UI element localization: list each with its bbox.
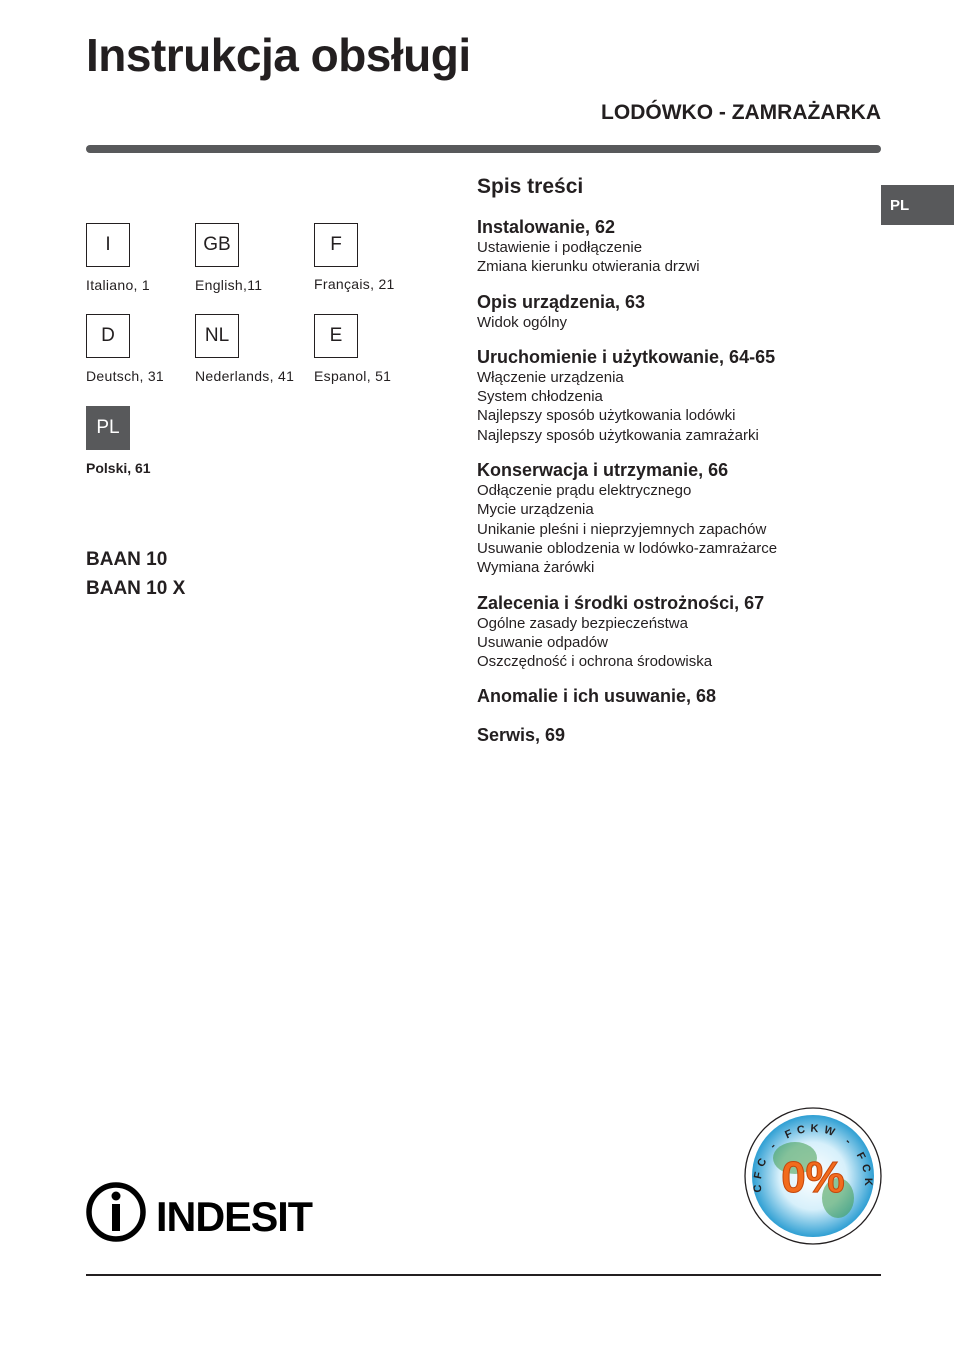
toc-item[interactable]: Usuwanie odpadów — [477, 633, 608, 651]
toc-item[interactable]: Oszczędność i ochrona środowiska — [477, 653, 713, 671]
lang-label-espanol[interactable]: Espanol, 51 — [314, 368, 392, 384]
lang-label-polski[interactable]: Polski, 61 — [86, 460, 151, 476]
badge-percent: 0% — [781, 1153, 845, 1202]
toc-section — [477, 685, 877, 707]
svg-text:INDESIT: INDESIT — [156, 1193, 314, 1240]
toc-item[interactable]: Ogólne zasady bezpieczeństwa — [477, 614, 688, 632]
lang-label-italiano[interactable]: Italiano, 1 — [86, 277, 151, 293]
document-title: Instrukcja obsługi — [86, 29, 471, 81]
toc-item[interactable]: Najlepszy sposób użytkowania lodówki — [477, 407, 736, 425]
lang-box-pl-active[interactable]: PL — [86, 406, 130, 450]
document-subtitle: LODÓWKO - ZAMRAŻARKA — [601, 101, 881, 124]
toc-item[interactable]: Najlepszy sposób użytkowania zamrażarki — [477, 426, 759, 444]
footer-divider — [86, 1274, 881, 1276]
lang-box-i[interactable]: I — [86, 223, 130, 267]
toc-item[interactable]: Włączenie urządzenia — [477, 368, 624, 386]
badge-ring-text: CFC - FCKW - FCK — [751, 1122, 875, 1193]
toc-item[interactable]: Widok ogólny — [477, 313, 568, 331]
lang-label-deutsch[interactable]: Deutsch, 31 — [86, 368, 165, 384]
indesit-logo — [86, 1180, 316, 1244]
header-divider — [86, 145, 881, 153]
toc-item[interactable]: Usuwanie oblodzenia w lodówko-zamrażarce — [477, 539, 778, 557]
toc-item[interactable]: System chłodzenia — [477, 388, 603, 406]
toc-item[interactable]: Zmiana kierunku otwierania drzwi — [477, 258, 700, 276]
toc-section — [477, 291, 877, 332]
language-tab-pl — [881, 185, 954, 225]
toc-section — [477, 216, 877, 277]
toc-section-heading[interactable]: Serwis, 69 — [477, 725, 566, 746]
language-tab-label: PL — [890, 196, 910, 214]
lang-box-nl[interactable]: NL — [195, 314, 239, 358]
model-name: BAAN 10 X — [86, 578, 186, 599]
toc-section — [477, 592, 877, 672]
lang-box-gb[interactable]: GB — [195, 223, 239, 267]
cfc-free-badge-icon — [743, 1106, 883, 1246]
toc-item[interactable]: Odłączenie prądu elektrycznego — [477, 482, 692, 500]
toc-section-heading[interactable]: Instalowanie, 62 — [477, 217, 616, 237]
lang-label-nederlands[interactable]: Nederlands, 41 — [195, 368, 295, 384]
toc-item[interactable]: Wymiana żarówki — [477, 559, 595, 577]
lang-label-francais[interactable]: Français, 21 — [314, 276, 395, 292]
toc-section-heading[interactable]: Uruchomienie i użytkowanie, 64-65 — [477, 346, 776, 367]
toc-section — [477, 724, 877, 746]
toc-item[interactable]: Unikanie pleśni i nieprzyjemnych zapachów — [477, 520, 767, 538]
lang-label-english[interactable]: English,11 — [195, 277, 263, 293]
toc-title: Spis treści — [477, 175, 584, 198]
toc-item[interactable]: Mycie urządzenia — [477, 501, 594, 519]
toc-section-heading[interactable]: Konserwacja i utrzymanie, 66 — [477, 460, 729, 481]
toc-section — [477, 459, 877, 577]
lang-box-e[interactable]: E — [314, 314, 358, 358]
model-name: BAAN 10 — [86, 549, 168, 570]
toc-section-heading[interactable]: Zalecenia i środki ostrożności, 67 — [477, 592, 765, 613]
lang-box-d[interactable]: D — [86, 314, 130, 358]
toc-section — [477, 346, 877, 445]
toc-section-heading[interactable]: Opis urządzenia, 63 — [477, 291, 646, 312]
table-of-contents — [477, 216, 877, 763]
toc-section-heading[interactable]: Anomalie i ich usuwanie, 68 — [477, 686, 717, 707]
toc-item[interactable]: Ustawienie i podłączenie — [477, 239, 643, 256]
lang-box-f[interactable]: F — [314, 223, 358, 267]
